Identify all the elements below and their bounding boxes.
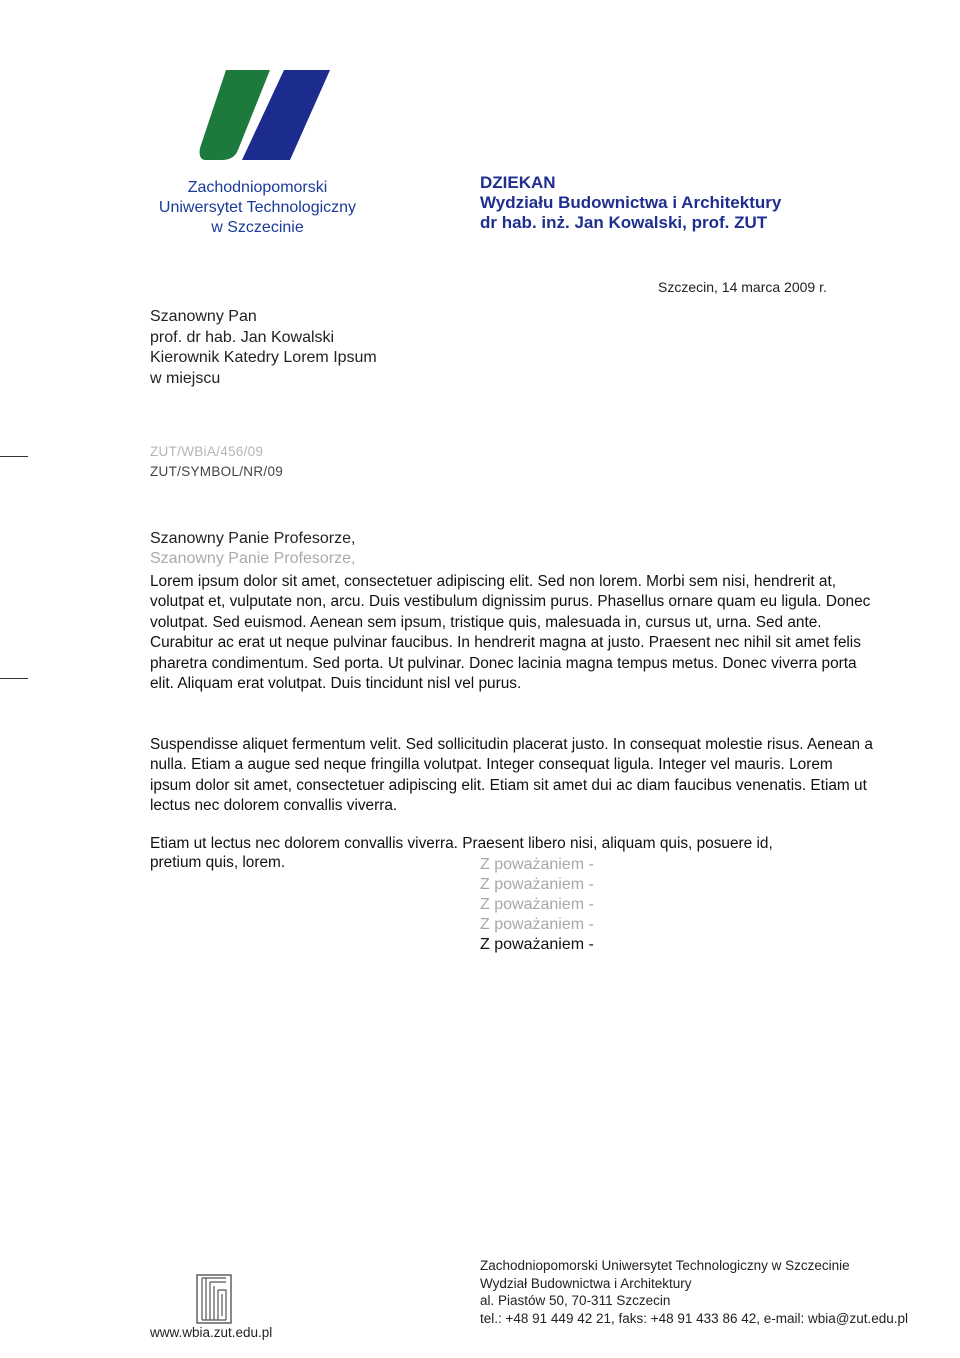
signoff-line: Z poważaniem - [480,896,594,913]
footer-info-line: al. Piastów 50, 70-311 Szczecin [480,1293,671,1309]
salutation-gray: Szanowny Panie Profesorze, [150,550,356,567]
body-paragraph-1: Lorem ipsum dolor sit amet, consectetuer adipiscing elit. Sed non lorem. Morbi sem nisi, hendrerit at, volutpat et, vulputate non, arcu. Duis vestibulum dignissim purus. Phasellus ornare quam eu ligula. Donec volutpat. Sed euismod. Aenean sem ipsum, tristique quis, malesuada in, cursus ut, urna. Sed ante. Curabitur ac erat ut neque pulvinar faucibus. In hendrerit magna at justo. Praesent nec nihil sit amet felis pharetra condimentum. Sed porta. Ut pulvinar. Donec lacinia magna tempus metus. Donec viverra porta elit. Aliquam erat volutpat. Duis tincidunt nisl vel purus. [150,573,871,693]
fold-mark-middle [0,678,28,679]
salutation: Szanowny Panie Profesorze, [150,530,356,547]
body-paragraph-3-line-1: Etiam ut lectus nec dolorem convallis viverra. Praesent libero nisi, aliquam quis, posuere id, [150,835,773,852]
reference-number: ZUT/SYMBOL/NR/09 [150,464,284,479]
footer-info-line: tel.: +48 91 449 42 21, faks: +48 91 433 86 42, e-mail: wbia@zut.edu.pl [480,1310,908,1326]
recipient-line: prof. dr hab. Jan Kowalski [150,328,335,346]
footer-website-link[interactable]: www.wbia.zut.edu.pl [150,1325,273,1340]
signoff-line-final: Z poważaniem - [480,936,594,953]
reference-number-gray: ZUT/WBiA/456/09 [150,444,264,459]
university-name-line: Zachodniopomorski [187,179,328,196]
university-name-line: Uniwersytet Technologiczny [158,199,357,216]
university-name-line: w Szczecinie [211,219,304,236]
signoff-line: Z poważaniem - [480,856,594,873]
faculty-logo [196,1274,232,1324]
recipient-line: w miejscu [150,369,221,387]
recipient-block [150,307,377,389]
university-logo [198,68,332,162]
fold-mark-top [0,456,28,457]
footer-info-line: Zachodniopomorski Uniwersytet Technologiczny w Szczecinie [480,1258,850,1273]
body-paragraph-3-line-2: pretium quis, lorem. [150,854,286,871]
signoff-line: Z poważaniem - [480,916,594,933]
body-paragraph-2: Suspendisse aliquet fermentum velit. Sed sollicitudin placerat justo. In consequat molestie risus. Aenean a nulla. Etiam a augue sed neque fringilla volutpat. Integer consequat ligula. Integer vel mauris. Lorem ipsum dolor sit amet, consectetuer adipiscing elit. Etiam sit amet dui ac diam faucibus venenatis. Etiam ut lectus nec dolorem convallis viverra. [150,736,873,815]
footer-contact-info [480,1257,908,1327]
faculty-name: Wydziału Budownictwa i Architektury [480,193,782,212]
signoff-line: Z poważaniem - [480,876,594,893]
university-name [140,178,375,238]
letter-date: Szczecin, 14 marca 2009 r. [658,279,827,295]
recipient-line: Szanowny Pan [150,308,257,325]
dean-name: dr hab. inż. Jan Kowalski, prof. ZUT [480,213,768,232]
dean-title: DZIEKAN [480,173,556,192]
dean-header [480,173,781,233]
recipient-line: Kierownik Katedry Lorem Ipsum [150,349,377,366]
footer-info-line: Wydział Budownictwa i Architektury [480,1275,692,1291]
